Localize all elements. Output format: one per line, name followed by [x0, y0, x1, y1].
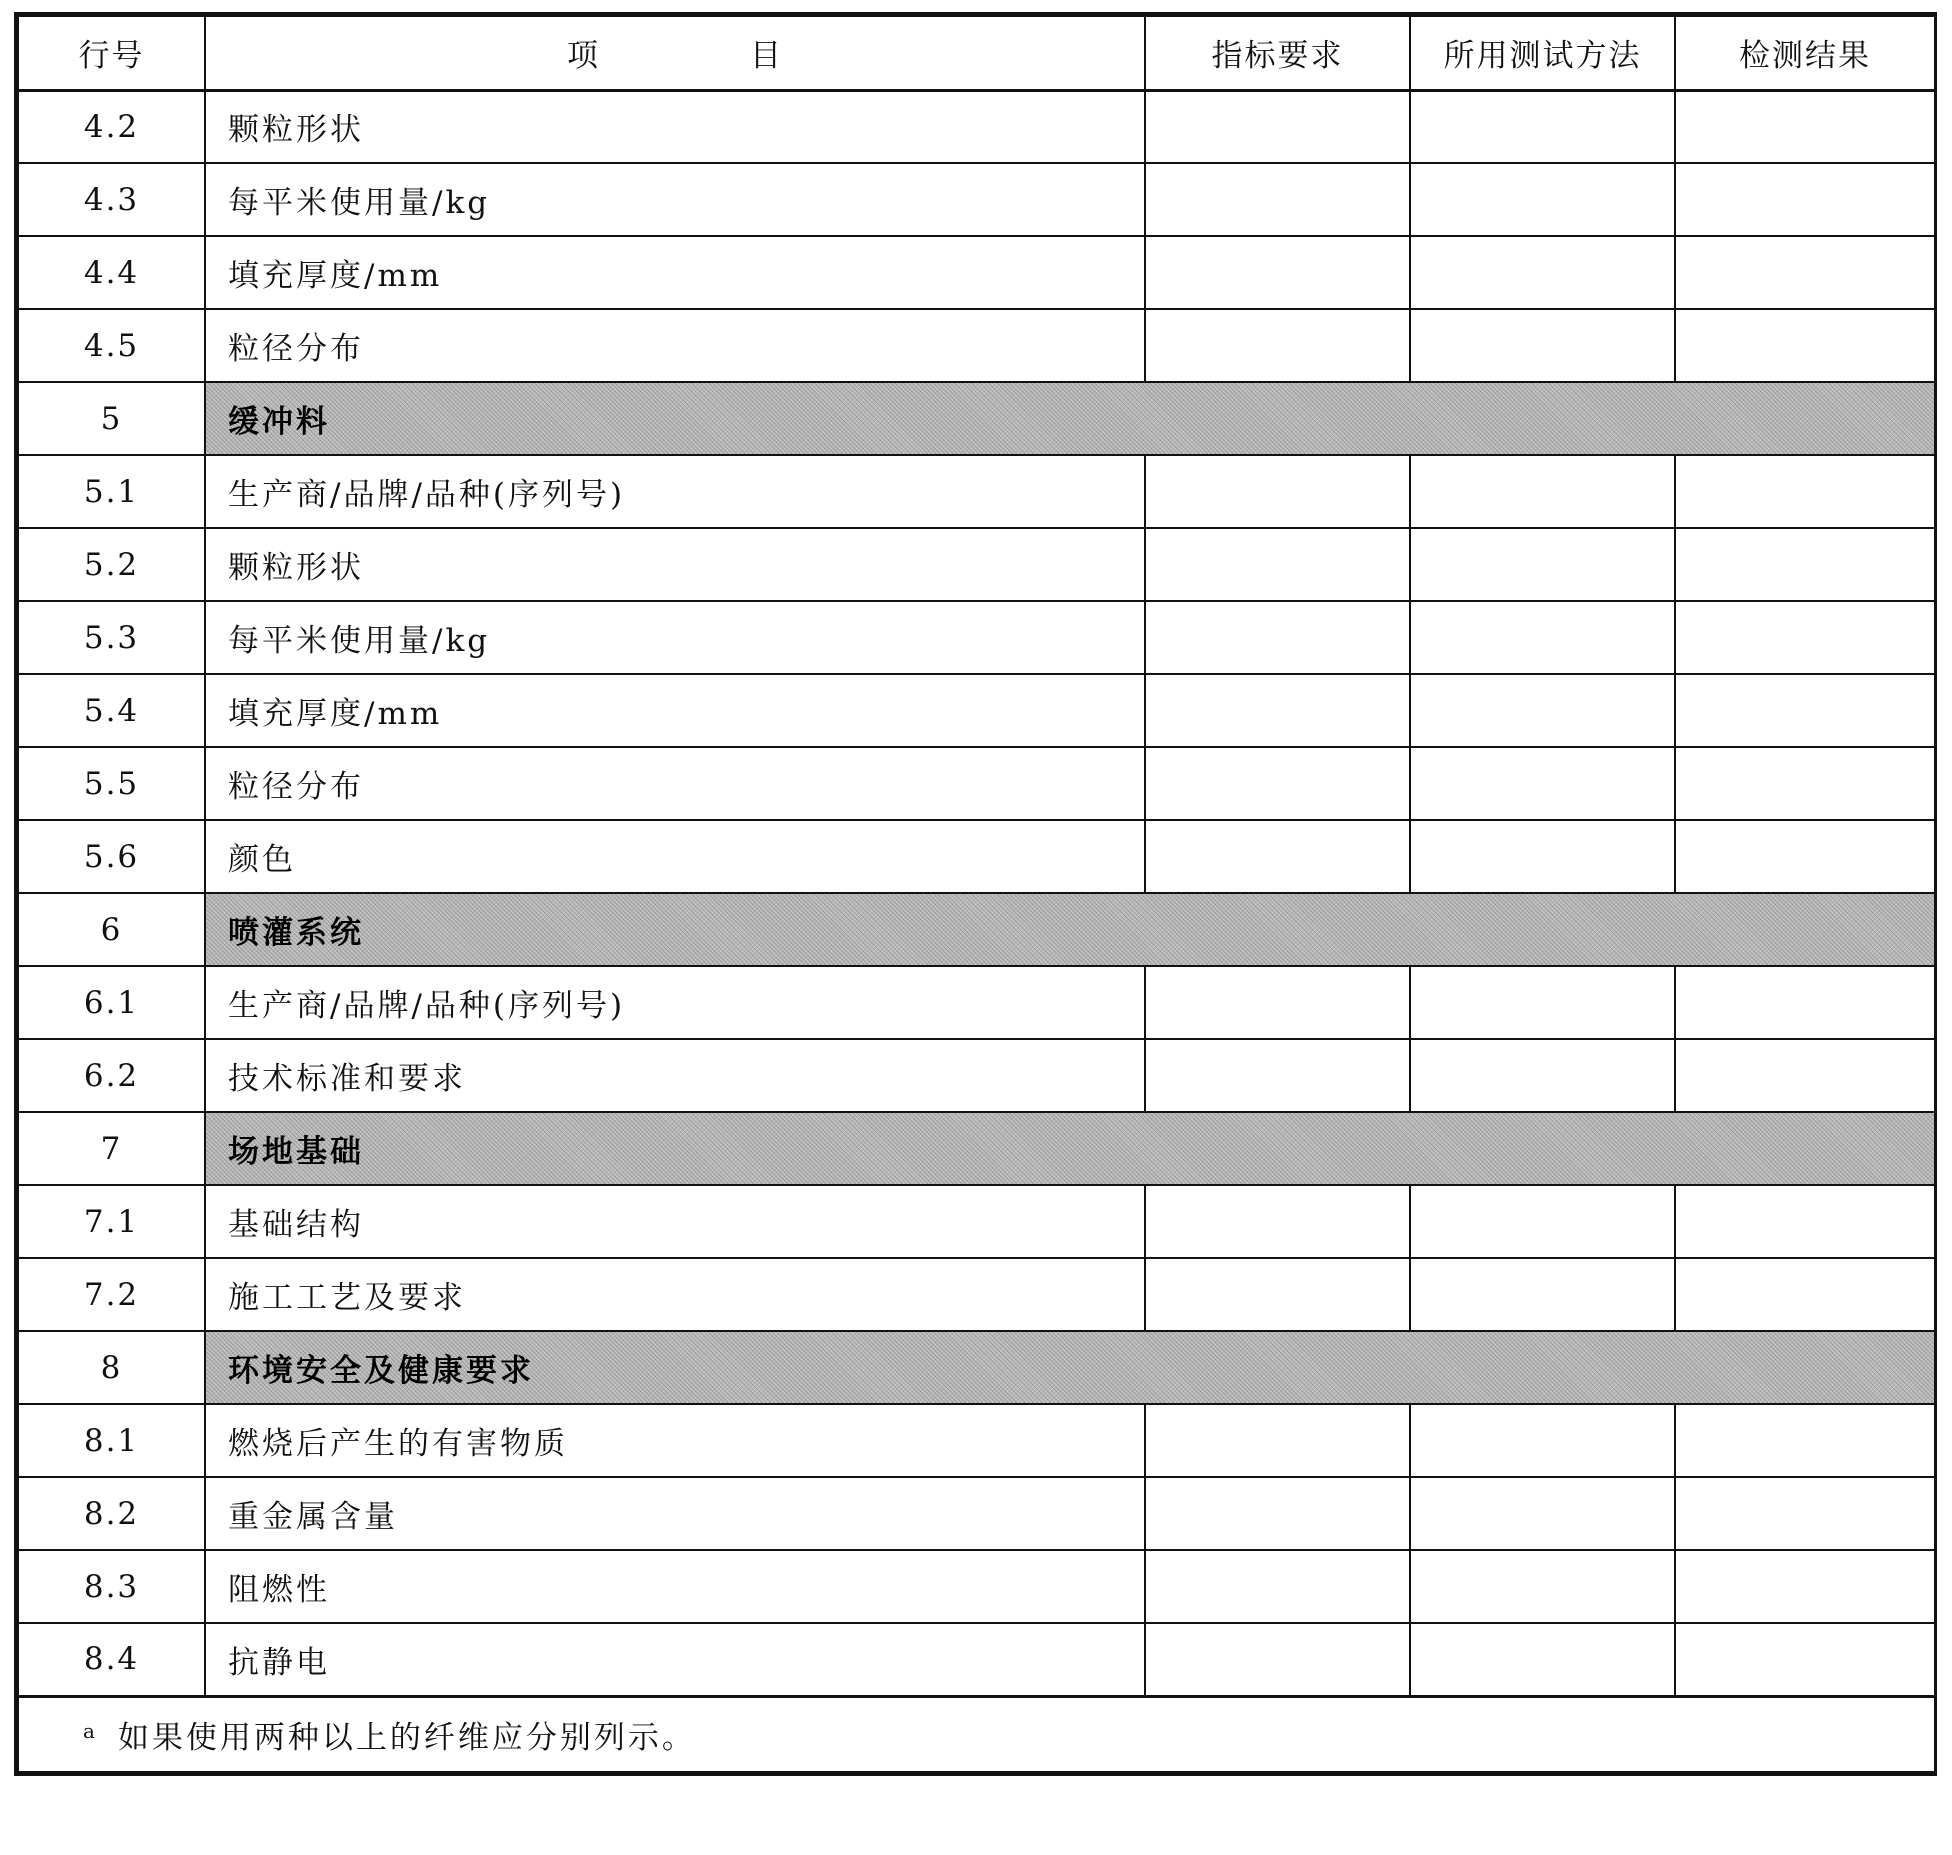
requirement-cell: [1145, 1258, 1410, 1331]
row-number: 8.1: [18, 1404, 205, 1477]
row-number: 5.4: [18, 674, 205, 747]
row-number: 6: [18, 893, 205, 966]
requirement-cell: [1145, 747, 1410, 820]
footnote-marker: a: [83, 1718, 98, 1743]
row-item: 填充厚度/mm: [205, 236, 1145, 309]
table-row: [18, 90, 1935, 163]
requirement-cell: [1145, 1404, 1410, 1477]
method-cell: [1410, 1623, 1675, 1696]
header-requirement: 指标要求: [1145, 16, 1410, 90]
section-row: [18, 1112, 1935, 1185]
method-cell: [1410, 1185, 1675, 1258]
requirement-cell: [1145, 674, 1410, 747]
result-cell: [1675, 1185, 1935, 1258]
row-number: 6.2: [18, 1039, 205, 1112]
table-row: [18, 236, 1935, 309]
header-item-part1: 项: [567, 38, 600, 75]
table-row: [18, 455, 1935, 528]
row-item: 生产商/品牌/品种(序列号): [205, 455, 1145, 528]
method-cell: [1410, 455, 1675, 528]
method-cell: [1410, 674, 1675, 747]
header-method: 所用测试方法: [1410, 16, 1675, 90]
table-row: [18, 1477, 1935, 1550]
result-cell: [1675, 1477, 1935, 1550]
row-item: 施工工艺及要求: [205, 1258, 1145, 1331]
result-cell: [1675, 747, 1935, 820]
header-item: [205, 16, 1145, 90]
row-item: 生产商/品牌/品种(序列号): [205, 966, 1145, 1039]
method-cell: [1410, 90, 1675, 163]
requirement-cell: [1145, 236, 1410, 309]
requirement-cell: [1145, 601, 1410, 674]
method-cell: [1410, 601, 1675, 674]
result-cell: [1675, 309, 1935, 382]
result-cell: [1675, 674, 1935, 747]
row-number: 4.3: [18, 163, 205, 236]
requirement-cell: [1145, 1550, 1410, 1623]
row-number: 4.4: [18, 236, 205, 309]
requirement-cell: [1145, 455, 1410, 528]
table-row: [18, 1404, 1935, 1477]
row-item: 抗静电: [205, 1623, 1145, 1696]
section-row: [18, 1331, 1935, 1404]
table-row: [18, 747, 1935, 820]
row-item: 技术标准和要求: [205, 1039, 1145, 1112]
row-item: 颗粒形状: [205, 90, 1145, 163]
row-number: 5.3: [18, 601, 205, 674]
requirement-cell: [1145, 528, 1410, 601]
row-item: 填充厚度/mm: [205, 674, 1145, 747]
row-number: 8.3: [18, 1550, 205, 1623]
result-cell: [1675, 601, 1935, 674]
row-number: 5.5: [18, 747, 205, 820]
row-number: 4.2: [18, 90, 205, 163]
row-item: 颗粒形状: [205, 528, 1145, 601]
table-row: [18, 966, 1935, 1039]
table-row: [18, 1623, 1935, 1696]
requirement-cell: [1145, 966, 1410, 1039]
method-cell: [1410, 966, 1675, 1039]
method-cell: [1410, 747, 1675, 820]
table-header-row: [18, 16, 1935, 90]
section-row: [18, 382, 1935, 455]
method-cell: [1410, 528, 1675, 601]
result-cell: [1675, 820, 1935, 893]
method-cell: [1410, 1477, 1675, 1550]
result-cell: [1675, 236, 1935, 309]
table-row: [18, 163, 1935, 236]
result-cell: [1675, 455, 1935, 528]
result-cell: [1675, 528, 1935, 601]
row-number: 6.1: [18, 966, 205, 1039]
method-cell: [1410, 163, 1675, 236]
result-cell: [1675, 966, 1935, 1039]
method-cell: [1410, 1258, 1675, 1331]
result-cell: [1675, 1550, 1935, 1623]
row-item: 粒径分布: [205, 747, 1145, 820]
row-item: 基础结构: [205, 1185, 1145, 1258]
table-body: [18, 90, 1935, 1696]
requirement-cell: [1145, 1039, 1410, 1112]
requirement-cell: [1145, 309, 1410, 382]
footnote-text: 如果使用两种以上的纤维应分别列示。: [117, 1719, 696, 1756]
row-number: 5: [18, 382, 205, 455]
row-number: 8.4: [18, 1623, 205, 1696]
row-number: 7.2: [18, 1258, 205, 1331]
result-cell: [1675, 90, 1935, 163]
method-cell: [1410, 236, 1675, 309]
method-cell: [1410, 1404, 1675, 1477]
inspection-table-sheet: [14, 12, 1937, 1776]
row-item: 每平米使用量/kg: [205, 163, 1145, 236]
row-item: 阻燃性: [205, 1550, 1145, 1623]
result-cell: [1675, 1039, 1935, 1112]
table-row: [18, 1039, 1935, 1112]
row-number: 7.1: [18, 1185, 205, 1258]
section-title: 缓冲料: [205, 382, 1935, 455]
table-row: [18, 601, 1935, 674]
table-row: [18, 1185, 1935, 1258]
row-number: 8: [18, 1331, 205, 1404]
method-cell: [1410, 820, 1675, 893]
table-row: [18, 309, 1935, 382]
row-number: 7: [18, 1112, 205, 1185]
method-cell: [1410, 309, 1675, 382]
row-item: 颜色: [205, 820, 1145, 893]
table-row: [18, 674, 1935, 747]
row-number: 5.2: [18, 528, 205, 601]
method-cell: [1410, 1039, 1675, 1112]
section-title: 环境安全及健康要求: [205, 1331, 1935, 1404]
table-row: [18, 820, 1935, 893]
row-number: 5.6: [18, 820, 205, 893]
row-item: 粒径分布: [205, 309, 1145, 382]
table-row: [18, 528, 1935, 601]
row-number: 8.2: [18, 1477, 205, 1550]
section-row: [18, 893, 1935, 966]
row-item: 重金属含量: [205, 1477, 1145, 1550]
header-item-part2: 目: [750, 38, 783, 75]
section-title: 喷灌系统: [205, 893, 1935, 966]
header-row-no: 行号: [18, 16, 205, 90]
footnote: [18, 1696, 1935, 1772]
row-item: 每平米使用量/kg: [205, 601, 1145, 674]
requirement-cell: [1145, 90, 1410, 163]
result-cell: [1675, 1404, 1935, 1477]
requirement-cell: [1145, 1185, 1410, 1258]
result-cell: [1675, 163, 1935, 236]
result-cell: [1675, 1258, 1935, 1331]
row-number: 5.1: [18, 455, 205, 528]
row-number: 4.5: [18, 309, 205, 382]
section-title: 场地基础: [205, 1112, 1935, 1185]
footnote-row: [18, 1696, 1935, 1772]
requirement-cell: [1145, 1477, 1410, 1550]
result-cell: [1675, 1623, 1935, 1696]
header-result: 检测结果: [1675, 16, 1935, 90]
requirement-cell: [1145, 163, 1410, 236]
table-row: [18, 1258, 1935, 1331]
table-row: [18, 1550, 1935, 1623]
row-item: 燃烧后产生的有害物质: [205, 1404, 1145, 1477]
method-cell: [1410, 1550, 1675, 1623]
requirement-cell: [1145, 820, 1410, 893]
requirement-cell: [1145, 1623, 1410, 1696]
inspection-table: [17, 15, 1936, 1773]
